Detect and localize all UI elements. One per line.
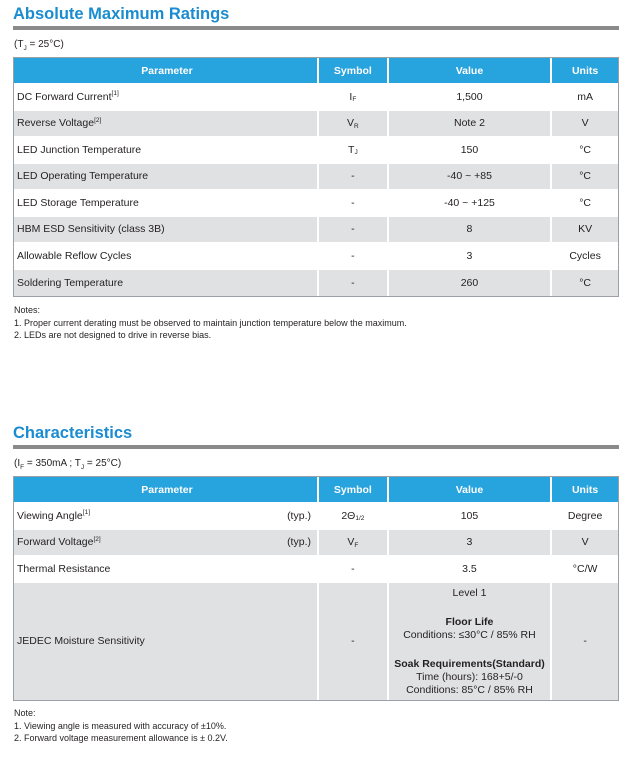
footnote-ref: [1] <box>111 90 119 98</box>
symbol: I <box>349 90 353 103</box>
unit: °C <box>552 270 618 297</box>
symbol-subscript: F <box>352 96 357 104</box>
parameter-label: LED Operating Temperature <box>14 164 319 190</box>
parameter-label: DC Forward Current <box>17 90 112 103</box>
note-item: 2. Forward voltage measurement allowance is ± 0.2V. <box>14 733 228 743</box>
symbol: V <box>347 536 355 549</box>
parameter-label: Soldering Temperature <box>14 270 319 297</box>
value: 150 <box>389 137 552 163</box>
jedec-level: Level 1 <box>452 586 487 599</box>
value: -40 ~ +125 <box>389 190 552 216</box>
floor-life-conditions: Conditions: ≤30°C / 85% RH <box>403 628 536 641</box>
amr-row-reflow-cycles <box>14 243 618 270</box>
unit: - <box>552 583 618 700</box>
unit: mA <box>552 84 618 110</box>
symbol: - <box>319 217 389 243</box>
ch-row-thermal-resistance <box>14 556 618 583</box>
value: 260 <box>389 270 552 297</box>
footnote-ref: [2] <box>94 116 102 124</box>
note-item: 1. Viewing angle is measured with accuracy of ±10%. <box>14 720 227 731</box>
unit: KV <box>552 217 618 243</box>
symbol: T <box>348 143 355 156</box>
amr-notes <box>14 304 407 342</box>
symbol: - <box>319 583 389 700</box>
amr-header-row <box>14 58 618 84</box>
amr-row-junction-temperature <box>14 137 618 164</box>
ch-row-forward-voltage <box>14 530 618 557</box>
soak-conditions: Conditions: 85°C / 85% RH <box>406 683 533 696</box>
symbol: - <box>319 270 389 297</box>
value: 8 <box>389 217 552 243</box>
parameter-label: LED Junction Temperature <box>14 137 319 163</box>
value: 1,500 <box>389 84 552 110</box>
symbol: 2Θ <box>341 509 356 522</box>
soak-requirements-heading: Soak Requirements(Standard) <box>394 657 545 670</box>
parameter-label: Viewing Angle <box>17 509 83 522</box>
footnote-ref: [1] <box>82 509 91 517</box>
amr-conditions: $(T_J = 25^\circ C)$ <box>14 39 64 52</box>
value: Note 2 <box>389 111 552 137</box>
unit: V <box>552 111 618 137</box>
ch-header-value: Value <box>389 477 552 502</box>
value: 3 <box>389 243 552 269</box>
amr-header-value: Value <box>389 58 552 83</box>
note-item: 1. Proper current derating must be observed to maintain junction temperature below the maximum. <box>14 317 407 328</box>
unit: Degree <box>552 503 618 529</box>
jedec-value-block <box>389 583 552 700</box>
amr-row-storage-temperature <box>14 190 618 217</box>
amr-title-rule <box>13 26 619 30</box>
unit: °C <box>552 190 618 216</box>
parameter-label: Forward Voltage <box>17 536 94 549</box>
ch-header-parameter: Parameter <box>14 477 319 502</box>
amr-table <box>13 57 619 297</box>
symbol: V <box>347 117 355 130</box>
characteristics-table <box>13 476 619 701</box>
parameter-label: Allowable Reflow Cycles <box>14 243 319 269</box>
notes-heading: Note: <box>14 708 36 718</box>
amr-row-esd-sensitivity <box>14 217 618 244</box>
amr-row-reverse-voltage <box>14 111 618 138</box>
symbol-subscript: 1/2 <box>355 515 365 523</box>
ch-header-units: Units <box>552 477 618 502</box>
symbol: - <box>319 556 389 582</box>
parameter-label: Reverse Voltage <box>17 117 95 130</box>
unit: °C <box>552 164 618 190</box>
symbol-subscript: J <box>354 149 358 157</box>
footnote-ref: [2] <box>93 535 101 543</box>
unit: Cycles <box>552 243 618 269</box>
ch-header-symbol: Symbol <box>319 477 389 502</box>
unit: °C <box>552 137 618 163</box>
characteristics-header-row <box>14 477 618 503</box>
soak-time: Time (hours): 168+5/-0 <box>416 670 523 683</box>
symbol: - <box>319 243 389 269</box>
symbol: - <box>319 164 389 190</box>
symbol-subscript: F <box>354 541 359 549</box>
value: 3.5 <box>389 556 552 582</box>
symbol: - <box>319 190 389 216</box>
amr-header-parameter: Parameter <box>14 58 319 83</box>
amr-row-soldering-temperature <box>14 270 618 297</box>
value: 105 <box>389 503 552 529</box>
unit: °C/W <box>552 556 618 582</box>
parameter-label: Thermal Resistance <box>14 556 319 582</box>
symbol-subscript: R <box>354 122 359 130</box>
characteristics-section-title: Characteristics <box>13 424 133 442</box>
ch-row-viewing-angle <box>14 503 618 530</box>
characteristics-conditions: ($I_F = 350mA$ ; $T_J = 25^\circ C$) <box>14 458 122 471</box>
typ-label: (typ.) <box>287 536 311 549</box>
amr-row-operating-temperature <box>14 164 618 191</box>
characteristics-notes <box>14 707 228 745</box>
amr-header-units: Units <box>552 58 618 83</box>
value: 3 <box>389 530 552 556</box>
parameter-label: HBM ESD Sensitivity (class 3B) <box>14 217 319 243</box>
characteristics-title-rule <box>13 445 619 449</box>
unit: V <box>552 530 618 556</box>
parameter-label: JEDEC Moisture Sensitivity <box>14 583 319 700</box>
floor-life-heading: Floor Life <box>445 615 494 628</box>
parameter-label: LED Storage Temperature <box>14 190 319 216</box>
amr-header-symbol: Symbol <box>319 58 389 83</box>
amr-section-title: Absolute Maximum Ratings <box>13 5 230 23</box>
note-item: 2. LEDs are not designed to drive in reverse bias. <box>14 330 212 340</box>
amr-row-dc-forward-current <box>14 84 618 111</box>
typ-label: (typ.) <box>287 509 311 522</box>
ch-row-jedec-moisture <box>14 583 618 700</box>
notes-heading: Notes: <box>14 305 41 315</box>
value: -40 ~ +85 <box>389 164 552 190</box>
